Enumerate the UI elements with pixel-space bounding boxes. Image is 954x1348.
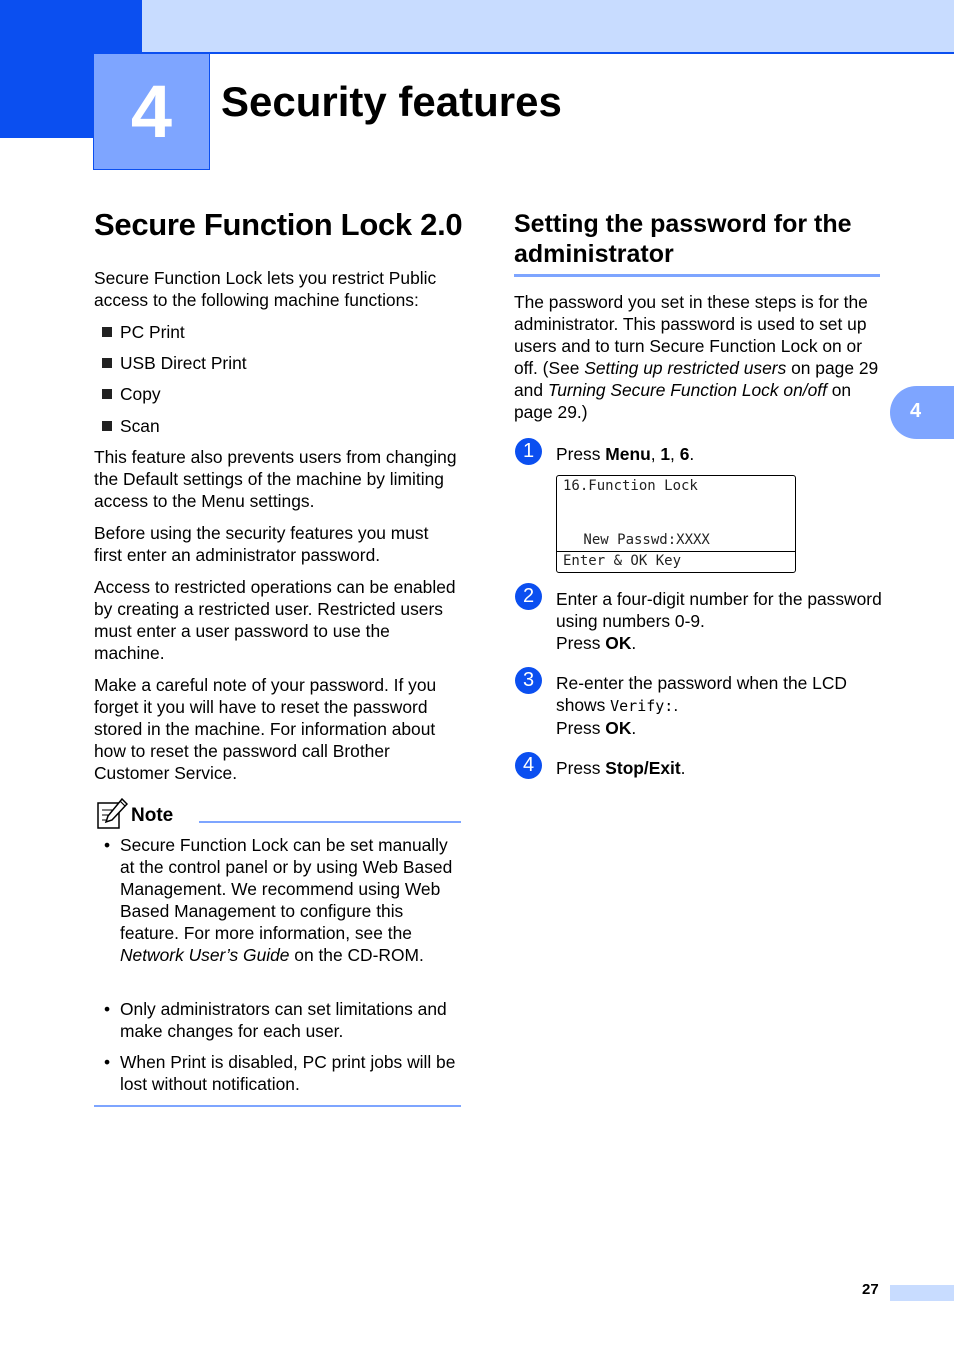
note-item: • Secure Function Lock can be set manually at the control panel or by using Web Based Management. We recommend using Web Based Management to configure this feature. For more information, see the Network User’s Guide on the CD-ROM. (104, 835, 453, 965)
subsection-underline (514, 274, 880, 277)
lcd-line: Enter & OK Key (563, 553, 682, 569)
bullet-dot-icon: • (104, 999, 111, 1019)
note-end-divider (94, 1105, 461, 1107)
intro-paragraph: The password you set in these steps is for the administrator. This password is used to set up users and to turn Secure Function Lock on or off. (See Setting up restricted users on page 29 and Turning Secure Function Lock on/off on page 29.) (514, 292, 879, 422)
list-item: PC Print (102, 321, 185, 343)
section-title: Secure Function Lock 2.0 (94, 207, 463, 242)
page-number: 27 (862, 1281, 879, 1298)
header-band (0, 0, 954, 54)
paragraph: This feature also prevents users from changing the Default settings of the machine by limiting access to the Menu settings. (94, 447, 457, 511)
step-number-icon: 1 (515, 438, 542, 465)
note-divider (199, 821, 461, 823)
lcd-line: 16.Function Lock (563, 478, 698, 494)
step-text: Press Stop/Exit. (556, 758, 686, 778)
cross-reference-link[interactable]: Setting up restricted users (584, 358, 787, 378)
lcd-divider (557, 551, 795, 552)
cross-reference-link[interactable]: Turning Secure Function Lock on/off (547, 380, 827, 400)
chapter-title: Security features (221, 78, 562, 125)
note-item: • When Print is disabled, PC print jobs will be lost without notification. (104, 1052, 456, 1094)
step-text: Re-enter the password when the LCD shows Verify:. Press OK. (556, 673, 847, 738)
paragraph: Make a careful note of your password. If you forget it you will have to reset the password stored in the machine. For information about how to reset the password call Brother Customer Service. (94, 675, 437, 783)
chapter-side-tab: 4 (890, 386, 954, 439)
bullet-dot-icon: • (104, 835, 111, 855)
note-pencil-icon (96, 798, 128, 830)
note-item: • Only administrators can set limitations and make changes for each user. (104, 999, 447, 1041)
list-item: Scan (102, 415, 160, 437)
subsection-title: Setting the password for the administrator (514, 210, 852, 268)
bullet-square-icon (102, 327, 112, 337)
paragraph: Before using the security features you must first enter an administrator password. (94, 523, 429, 565)
bullet-square-icon (102, 358, 112, 368)
list-item: Copy (102, 383, 161, 405)
step-number-icon: 3 (515, 667, 542, 694)
bullet-dot-icon: • (104, 1052, 111, 1072)
lcd-display (556, 475, 796, 573)
bullet-square-icon (102, 421, 112, 431)
intro-paragraph: Secure Function Lock lets you restrict Public access to the following machine functions: (94, 268, 437, 310)
step-number-icon: 4 (515, 752, 542, 779)
footer-bar (890, 1285, 954, 1301)
list-item: USB Direct Print (102, 352, 247, 374)
paragraph: Access to restricted operations can be enabled by creating a restricted user. Restricted users must enter a user password to use the machine. (94, 577, 456, 663)
note-label: Note (131, 805, 174, 826)
step-number-icon: 2 (515, 583, 542, 610)
lcd-line: New Passwd:XXXX (575, 532, 710, 548)
chapter-number: 4 (93, 53, 210, 170)
bullet-square-icon (102, 389, 112, 399)
step-text: Enter a four-digit number for the password using numbers 0-9. Press OK. (556, 589, 882, 653)
step-text: Press Menu, 1, 6. (556, 444, 695, 464)
